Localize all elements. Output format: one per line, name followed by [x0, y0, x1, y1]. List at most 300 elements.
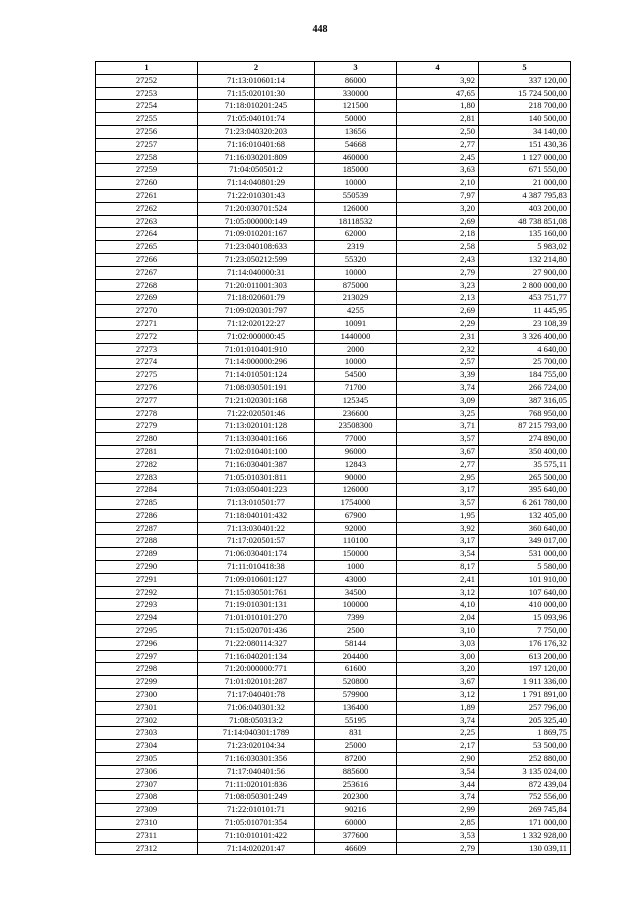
cadastral-number-cell: 71:18:020601:79 — [198, 292, 315, 305]
area-cell: 46609 — [315, 842, 397, 855]
record-number-cell: 27309 — [96, 804, 198, 817]
page-number: 448 — [312, 24, 328, 35]
area-cell: 520800 — [315, 676, 397, 689]
cadastral-number-cell: 71:08:050301:249 — [198, 791, 315, 804]
area-cell: 54668 — [315, 138, 397, 151]
rate-cell: 2,32 — [397, 343, 479, 356]
table-row — [96, 753, 571, 766]
area-cell: 90216 — [315, 804, 397, 817]
area-cell: 10091 — [315, 317, 397, 330]
table-row — [96, 458, 571, 471]
cadastral-number-cell: 71:23:040320:203 — [198, 125, 315, 138]
table-row — [96, 509, 571, 522]
area-cell: 236600 — [315, 407, 397, 420]
record-number-cell: 27285 — [96, 497, 198, 510]
record-number-cell: 27295 — [96, 625, 198, 638]
area-cell: 90000 — [315, 471, 397, 484]
record-number-cell: 27273 — [96, 343, 198, 356]
table-row — [96, 599, 571, 612]
rate-cell: 2,45 — [397, 151, 479, 164]
cadastral-number-cell: 71:18:010201:245 — [198, 100, 315, 113]
record-number-cell: 27302 — [96, 714, 198, 727]
record-number-cell: 27268 — [96, 279, 198, 292]
record-number-cell: 27260 — [96, 177, 198, 190]
value-cell: 1 127 000,00 — [479, 151, 571, 164]
rate-cell: 2,77 — [397, 458, 479, 471]
table-row — [96, 791, 571, 804]
value-cell: 274 890,00 — [479, 433, 571, 446]
area-cell: 150000 — [315, 548, 397, 561]
area-cell: 50000 — [315, 113, 397, 126]
cadastral-number-cell: 71:22:010101:71 — [198, 804, 315, 817]
table-row — [96, 804, 571, 817]
area-cell: 253616 — [315, 778, 397, 791]
area-cell: 61600 — [315, 663, 397, 676]
record-number-cell: 27258 — [96, 151, 198, 164]
record-number-cell: 27307 — [96, 778, 198, 791]
value-cell: 395 640,00 — [479, 484, 571, 497]
value-cell: 197 120,00 — [479, 663, 571, 676]
cadastral-number-cell: 71:05:010301:811 — [198, 471, 315, 484]
area-cell: 55320 — [315, 253, 397, 266]
table-row — [96, 177, 571, 190]
table-row — [96, 829, 571, 842]
cadastral-number-cell: 71:01:010401:910 — [198, 343, 315, 356]
area-cell: 1440000 — [315, 330, 397, 343]
area-cell: 125345 — [315, 394, 397, 407]
area-cell: 550539 — [315, 189, 397, 202]
cadastral-number-cell: 71:22:010301:43 — [198, 189, 315, 202]
value-cell: 1 332 928,00 — [479, 829, 571, 842]
rate-cell: 3,71 — [397, 420, 479, 433]
area-cell: 377600 — [315, 829, 397, 842]
cadastral-number-cell: 71:14:020201:47 — [198, 842, 315, 855]
rate-cell: 3,74 — [397, 714, 479, 727]
table-row — [96, 445, 571, 458]
value-cell: 205 325,40 — [479, 714, 571, 727]
value-cell: 15 724 500,00 — [479, 87, 571, 100]
record-number-cell: 27271 — [96, 317, 198, 330]
rate-cell: 2,85 — [397, 817, 479, 830]
cadastral-number-cell: 71:01:020101:287 — [198, 676, 315, 689]
table-row — [96, 164, 571, 177]
table-row — [96, 625, 571, 638]
area-cell: 58144 — [315, 637, 397, 650]
area-cell: 54500 — [315, 369, 397, 382]
table-row — [96, 87, 571, 100]
record-number-cell: 27283 — [96, 471, 198, 484]
record-number-cell: 27265 — [96, 241, 198, 254]
cadastral-number-cell: 71:06:030401:174 — [198, 548, 315, 561]
table-row — [96, 612, 571, 625]
area-cell: 4255 — [315, 305, 397, 318]
value-cell: 184 755,00 — [479, 369, 571, 382]
cadastral-number-cell: 71:13:020101:128 — [198, 420, 315, 433]
cadastral-number-cell: 71:22:020501:46 — [198, 407, 315, 420]
cadastral-number-cell: 71:16:010401:68 — [198, 138, 315, 151]
record-number-cell: 27293 — [96, 599, 198, 612]
table-row — [96, 189, 571, 202]
cadastral-number-cell: 71:13:010501:77 — [198, 497, 315, 510]
value-cell: 613 200,00 — [479, 650, 571, 663]
cadastral-number-cell: 71:09:020301:797 — [198, 305, 315, 318]
area-cell: 71700 — [315, 381, 397, 394]
table-row — [96, 330, 571, 343]
value-cell: 2 800 000,00 — [479, 279, 571, 292]
rate-cell: 4,10 — [397, 599, 479, 612]
record-number-cell: 27257 — [96, 138, 198, 151]
table-row — [96, 151, 571, 164]
cadastral-number-cell: 71:20:011001:303 — [198, 279, 315, 292]
cadastral-number-cell: 71:18:040101:432 — [198, 509, 315, 522]
value-cell: 349 017,00 — [479, 535, 571, 548]
rate-cell: 3,63 — [397, 164, 479, 177]
record-number-cell: 27279 — [96, 420, 198, 433]
rate-cell: 2,29 — [397, 317, 479, 330]
cadastral-number-cell: 71:05:000000:149 — [198, 215, 315, 228]
cadastral-number-cell: 71:16:040201:134 — [198, 650, 315, 663]
record-number-cell: 27266 — [96, 253, 198, 266]
cadastral-number-cell: 71:14:040000:31 — [198, 266, 315, 279]
table-row — [96, 548, 571, 561]
table-row — [96, 266, 571, 279]
rate-cell: 8,17 — [397, 561, 479, 574]
record-number-cell: 27263 — [96, 215, 198, 228]
rate-cell: 3,23 — [397, 279, 479, 292]
rate-cell: 3,09 — [397, 394, 479, 407]
cadastral-number-cell: 71:06:040301:32 — [198, 701, 315, 714]
table-row — [96, 676, 571, 689]
value-cell: 53 500,00 — [479, 740, 571, 753]
table-row — [96, 778, 571, 791]
value-cell: 531 000,00 — [479, 548, 571, 561]
table-row — [96, 356, 571, 369]
area-cell: 25000 — [315, 740, 397, 753]
cadastral-number-cell: 71:23:040108:633 — [198, 241, 315, 254]
table-row — [96, 586, 571, 599]
value-cell: 48 738 851,08 — [479, 215, 571, 228]
rate-cell: 2,17 — [397, 740, 479, 753]
rate-cell: 2,31 — [397, 330, 479, 343]
table-row — [96, 471, 571, 484]
value-cell: 403 200,00 — [479, 202, 571, 215]
area-cell: 100000 — [315, 599, 397, 612]
area-cell: 62000 — [315, 228, 397, 241]
value-cell: 872 439,04 — [479, 778, 571, 791]
area-cell: 126000 — [315, 202, 397, 215]
record-number-cell: 27272 — [96, 330, 198, 343]
record-number-cell: 27269 — [96, 292, 198, 305]
rate-cell: 2,79 — [397, 266, 479, 279]
rate-cell: 2,10 — [397, 177, 479, 190]
table-row — [96, 228, 571, 241]
value-cell: 1 911 336,00 — [479, 676, 571, 689]
cadastral-number-cell: 71:16:030201:809 — [198, 151, 315, 164]
value-cell: 132 405,00 — [479, 509, 571, 522]
area-cell: 579900 — [315, 689, 397, 702]
rate-cell: 2,99 — [397, 804, 479, 817]
cadastral-number-cell: 71:23:050212:599 — [198, 253, 315, 266]
rate-cell: 3,54 — [397, 765, 479, 778]
record-number-cell: 27301 — [96, 701, 198, 714]
area-cell: 10000 — [315, 266, 397, 279]
value-cell: 671 550,00 — [479, 164, 571, 177]
record-number-cell: 27275 — [96, 369, 198, 382]
table-row — [96, 113, 571, 126]
rate-cell: 3,44 — [397, 778, 479, 791]
record-number-cell: 27280 — [96, 433, 198, 446]
rate-cell: 2,69 — [397, 305, 479, 318]
cadastral-number-cell: 71:21:020301:168 — [198, 394, 315, 407]
area-cell: 23508300 — [315, 420, 397, 433]
rate-cell: 3,20 — [397, 663, 479, 676]
rate-cell: 1,95 — [397, 509, 479, 522]
value-cell: 265 500,00 — [479, 471, 571, 484]
rate-cell: 2,18 — [397, 228, 479, 241]
cadastral-number-cell: 71:05:010701:354 — [198, 817, 315, 830]
cadastral-number-cell: 71:14:040301:1789 — [198, 727, 315, 740]
record-number-cell: 27254 — [96, 100, 198, 113]
area-cell: 13656 — [315, 125, 397, 138]
rate-cell: 47,65 — [397, 87, 479, 100]
value-cell: 768 950,00 — [479, 407, 571, 420]
value-cell: 21 000,00 — [479, 177, 571, 190]
cadastral-number-cell: 71:01:010101:270 — [198, 612, 315, 625]
value-cell: 6 261 780,00 — [479, 497, 571, 510]
area-cell: 34500 — [315, 586, 397, 599]
area-cell: 885600 — [315, 765, 397, 778]
area-cell: 831 — [315, 727, 397, 740]
record-number-cell: 27255 — [96, 113, 198, 126]
table-row — [96, 74, 571, 87]
rate-cell: 1,80 — [397, 100, 479, 113]
area-cell: 136400 — [315, 701, 397, 714]
table-row — [96, 663, 571, 676]
record-number-cell: 27270 — [96, 305, 198, 318]
record-number-cell: 27262 — [96, 202, 198, 215]
value-cell: 135 160,00 — [479, 228, 571, 241]
rate-cell: 3,17 — [397, 535, 479, 548]
record-number-cell: 27287 — [96, 522, 198, 535]
value-cell: 7 750,00 — [479, 625, 571, 638]
rate-cell: 3,92 — [397, 522, 479, 535]
column-header: 3 — [315, 62, 397, 75]
cadastral-number-cell: 71:17:040401:78 — [198, 689, 315, 702]
value-cell: 101 910,00 — [479, 573, 571, 586]
table-row — [96, 420, 571, 433]
cadastral-number-cell: 71:04:050501:2 — [198, 164, 315, 177]
rate-cell: 3,39 — [397, 369, 479, 382]
cadastral-number-cell: 71:17:040401:56 — [198, 765, 315, 778]
cadastral-number-cell: 71:09:010201:167 — [198, 228, 315, 241]
area-cell: 121500 — [315, 100, 397, 113]
area-cell: 2500 — [315, 625, 397, 638]
value-cell: 171 000,00 — [479, 817, 571, 830]
area-cell: 92000 — [315, 522, 397, 535]
rate-cell: 3,17 — [397, 484, 479, 497]
record-number-cell: 27305 — [96, 753, 198, 766]
area-cell: 10000 — [315, 177, 397, 190]
area-cell: 7399 — [315, 612, 397, 625]
table-row — [96, 253, 571, 266]
value-cell: 360 640,00 — [479, 522, 571, 535]
area-cell: 2319 — [315, 241, 397, 254]
rate-cell: 3,03 — [397, 637, 479, 650]
value-cell: 257 796,00 — [479, 701, 571, 714]
cadastral-number-cell: 71:15:020101:30 — [198, 87, 315, 100]
value-cell: 23 108,39 — [479, 317, 571, 330]
area-cell: 18118532 — [315, 215, 397, 228]
cadastral-number-cell: 71:16:030301:356 — [198, 753, 315, 766]
value-cell: 1 791 891,00 — [479, 689, 571, 702]
rate-cell: 2,77 — [397, 138, 479, 151]
cadastral-number-cell: 71:19:010301:131 — [198, 599, 315, 612]
cadastral-number-cell: 71:10:010101:422 — [198, 829, 315, 842]
area-cell: 1000 — [315, 561, 397, 574]
value-cell: 132 214,80 — [479, 253, 571, 266]
area-cell: 43000 — [315, 573, 397, 586]
cadastral-number-cell: 71:22:080114:327 — [198, 637, 315, 650]
area-cell: 330000 — [315, 87, 397, 100]
rate-cell: 3,74 — [397, 381, 479, 394]
cadastral-number-cell: 71:08:030501:191 — [198, 381, 315, 394]
record-number-cell: 27298 — [96, 663, 198, 676]
cadastral-number-cell: 71:15:030501:761 — [198, 586, 315, 599]
record-number-cell: 27289 — [96, 548, 198, 561]
table-row — [96, 279, 571, 292]
record-number-cell: 27256 — [96, 125, 198, 138]
column-header: 4 — [397, 62, 479, 75]
area-cell: 1754000 — [315, 497, 397, 510]
cadastral-number-cell: 71:20:030701:524 — [198, 202, 315, 215]
record-number-cell: 27310 — [96, 817, 198, 830]
table-row — [96, 740, 571, 753]
cadastral-number-cell: 71:02:010401:100 — [198, 445, 315, 458]
area-cell: 204400 — [315, 650, 397, 663]
area-cell: 87200 — [315, 753, 397, 766]
value-cell: 27 900,00 — [479, 266, 571, 279]
cadastral-number-cell: 71:09:010601:127 — [198, 573, 315, 586]
rate-cell: 3,25 — [397, 407, 479, 420]
cadastral-number-cell: 71:17:020501:57 — [198, 535, 315, 548]
area-cell: 86000 — [315, 74, 397, 87]
rate-cell: 3,67 — [397, 445, 479, 458]
value-cell: 15 093,96 — [479, 612, 571, 625]
table-row — [96, 714, 571, 727]
rate-cell: 2,69 — [397, 215, 479, 228]
table-row — [96, 125, 571, 138]
value-cell: 3 326 400,00 — [479, 330, 571, 343]
area-cell: 96000 — [315, 445, 397, 458]
table-row — [96, 407, 571, 420]
table-row — [96, 202, 571, 215]
value-cell: 5 983,02 — [479, 241, 571, 254]
record-number-cell: 27252 — [96, 74, 198, 87]
value-cell: 453 751,77 — [479, 292, 571, 305]
area-cell: 77000 — [315, 433, 397, 446]
record-number-cell: 27312 — [96, 842, 198, 855]
rate-cell: 7,97 — [397, 189, 479, 202]
table-row — [96, 484, 571, 497]
rate-cell: 3,57 — [397, 433, 479, 446]
record-number-cell: 27294 — [96, 612, 198, 625]
value-cell: 25 700,00 — [479, 356, 571, 369]
cadastral-number-cell: 71:02:000000:45 — [198, 330, 315, 343]
record-number-cell: 27259 — [96, 164, 198, 177]
table-row — [96, 317, 571, 330]
table-row — [96, 765, 571, 778]
area-cell: 55195 — [315, 714, 397, 727]
value-cell: 252 880,00 — [479, 753, 571, 766]
rate-cell: 3,92 — [397, 74, 479, 87]
rate-cell: 3,10 — [397, 625, 479, 638]
table-row — [96, 650, 571, 663]
rate-cell: 2,25 — [397, 727, 479, 740]
cadastral-number-cell: 71:12:020122:27 — [198, 317, 315, 330]
area-cell: 10000 — [315, 356, 397, 369]
record-number-cell: 27308 — [96, 791, 198, 804]
cadastral-number-cell: 71:13:010601:14 — [198, 74, 315, 87]
rate-cell: 2,57 — [397, 356, 479, 369]
table-row — [96, 535, 571, 548]
value-cell: 1 869,75 — [479, 727, 571, 740]
record-number-cell: 27284 — [96, 484, 198, 497]
table-row — [96, 381, 571, 394]
rate-cell: 2,58 — [397, 241, 479, 254]
value-cell: 337 120,00 — [479, 74, 571, 87]
value-cell: 350 400,00 — [479, 445, 571, 458]
cadastral-number-cell: 71:23:020104:34 — [198, 740, 315, 753]
table-body — [96, 74, 571, 855]
value-cell: 269 745,84 — [479, 804, 571, 817]
cadastral-number-cell: 71:08:050313:2 — [198, 714, 315, 727]
area-cell: 2000 — [315, 343, 397, 356]
rate-cell: 2,90 — [397, 753, 479, 766]
cadastral-number-cell: 71:05:040101:74 — [198, 113, 315, 126]
record-number-cell: 27264 — [96, 228, 198, 241]
record-number-cell: 27278 — [96, 407, 198, 420]
cadastral-number-cell: 71:16:030401:387 — [198, 458, 315, 471]
rate-cell: 3,20 — [397, 202, 479, 215]
rate-cell: 2,41 — [397, 573, 479, 586]
record-number-cell: 27281 — [96, 445, 198, 458]
table-row — [96, 573, 571, 586]
table-row — [96, 292, 571, 305]
rate-cell: 2,79 — [397, 842, 479, 855]
record-number-cell: 27304 — [96, 740, 198, 753]
rate-cell: 3,74 — [397, 791, 479, 804]
table-row — [96, 842, 571, 855]
area-cell: 213029 — [315, 292, 397, 305]
record-number-cell: 27291 — [96, 573, 198, 586]
table-header-row — [96, 62, 571, 75]
area-cell: 460000 — [315, 151, 397, 164]
cadastral-number-cell: 71:14:040801:29 — [198, 177, 315, 190]
record-number-cell: 27261 — [96, 189, 198, 202]
record-number-cell: 27299 — [96, 676, 198, 689]
cadastral-number-cell: 71:11:010418:38 — [198, 561, 315, 574]
table-row — [96, 637, 571, 650]
value-cell: 35 575,11 — [479, 458, 571, 471]
table-row — [96, 241, 571, 254]
table-row — [96, 817, 571, 830]
cadastral-number-cell: 71:03:050401:223 — [198, 484, 315, 497]
value-cell: 4 640,00 — [479, 343, 571, 356]
cadastral-number-cell: 71:13:030401:166 — [198, 433, 315, 446]
record-number-cell: 27292 — [96, 586, 198, 599]
rate-cell: 2,95 — [397, 471, 479, 484]
rate-cell: 1,89 — [397, 701, 479, 714]
